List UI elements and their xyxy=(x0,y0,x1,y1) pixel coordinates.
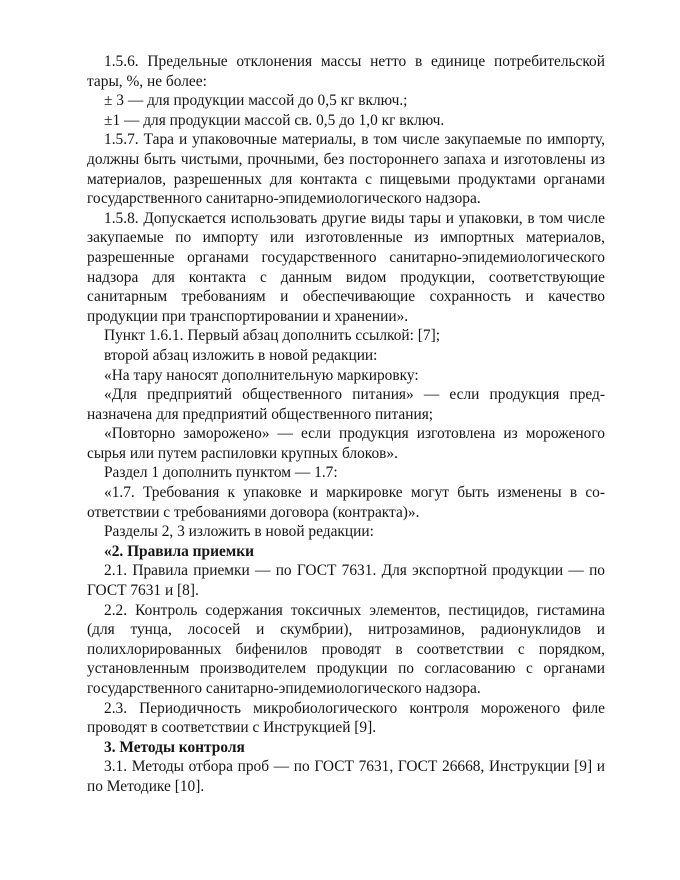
tolerance-line-1: ± 3 — для продукции массой до 0,5 кг включ.; xyxy=(104,92,408,110)
paragraph-marking-intro: «На тару наносят дополнительную маркировку: xyxy=(104,366,419,384)
heading-acceptance-rules: «2. Правила приемки xyxy=(104,542,255,560)
paragraph-refrozen-marking: «Повторно заморожено» — если продукция изготовлена из мороженого сырья или путем распиловки крупных блоков». xyxy=(87,425,605,462)
paragraph-3-1: 3.1. Методы отбора проб — по ГОСТ 7631, ГОСТ 26668, Инструкции [9] и по Методике [10]. xyxy=(87,758,605,795)
heading-control-methods: 3. Методы контроля xyxy=(104,738,245,756)
paragraph-2-2: 2.2. Контроль содержания токсичных элементов, пестицидов, гистамина (для тунца, лососей и скумбрии), нитрозаминов, радионуклидов и полихлорированных бифенилов проводят в соответствии с порядком, установленным производителем продукции по согласованию с органами государственного санитарно-эпидемиологического надзора. xyxy=(87,601,605,697)
paragraph-1-5-6: 1.5.6. Предельные отклонения массы нетто в единице потребительской тары, %, не более: xyxy=(87,53,605,90)
tolerance-line-2: ±1 — для продукции массой св. 0,5 до 1,0 кг включ. xyxy=(104,111,445,129)
paragraph-item-1-6-1: Пункт 1.6.1. Первый абзац дополнить ссылкой: [7]; xyxy=(104,327,441,345)
paragraph-sections-2-3: Разделы 2, 3 изложить в новой редакции: xyxy=(104,523,374,541)
paragraph-catering-marking: «Для предприятий общественного питания» — если продукция предназначена для предприятий общественного питания; xyxy=(87,386,605,423)
document-page xyxy=(87,52,605,797)
paragraph-1-5-7: 1.5.7. Тара и упаковочные материалы, в том числе закупаемые по импорту, должны быть чистыми, прочными, без постороннего запаха и изготовлены из материалов, разрешенных для контакта с пищевыми продуктами органами государственного санитарно-эпидемиологического надзора. xyxy=(87,131,605,208)
paragraph-1-7: «1.7. Требования к упаковке и маркировке могут быть изменены в соответствии с требованиями договора (контракта)». xyxy=(87,484,605,521)
paragraph-section-1-addition: Раздел 1 дополнить пунктом — 1.7: xyxy=(104,464,338,482)
paragraph-2-1: 2.1. Правила приемки — по ГОСТ 7631. Для экспортной продукции — по ГОСТ 7631 и [8]. xyxy=(87,562,605,600)
paragraph-1-5-8: 1.5.8. Допускается использовать другие виды тары и упаковки, в том числе закупаемые по импорту или изготовленные из импортных материалов, разрешенные органами государственного санитарно-эпидемиологического надзора для контакта с данным видом продукции, соответствующие санитарным требованиям и обеспечивающие сохранность и качество продукции при транспортировании и хранении». xyxy=(87,209,605,325)
paragraph-second-clause: второй абзац изложить в новой редакции: xyxy=(104,346,378,364)
paragraph-2-3: 2.3. Периодичность микробиологического контроля мороженого филе проводят в соответствии с Инструкцией [9]. xyxy=(87,699,605,737)
